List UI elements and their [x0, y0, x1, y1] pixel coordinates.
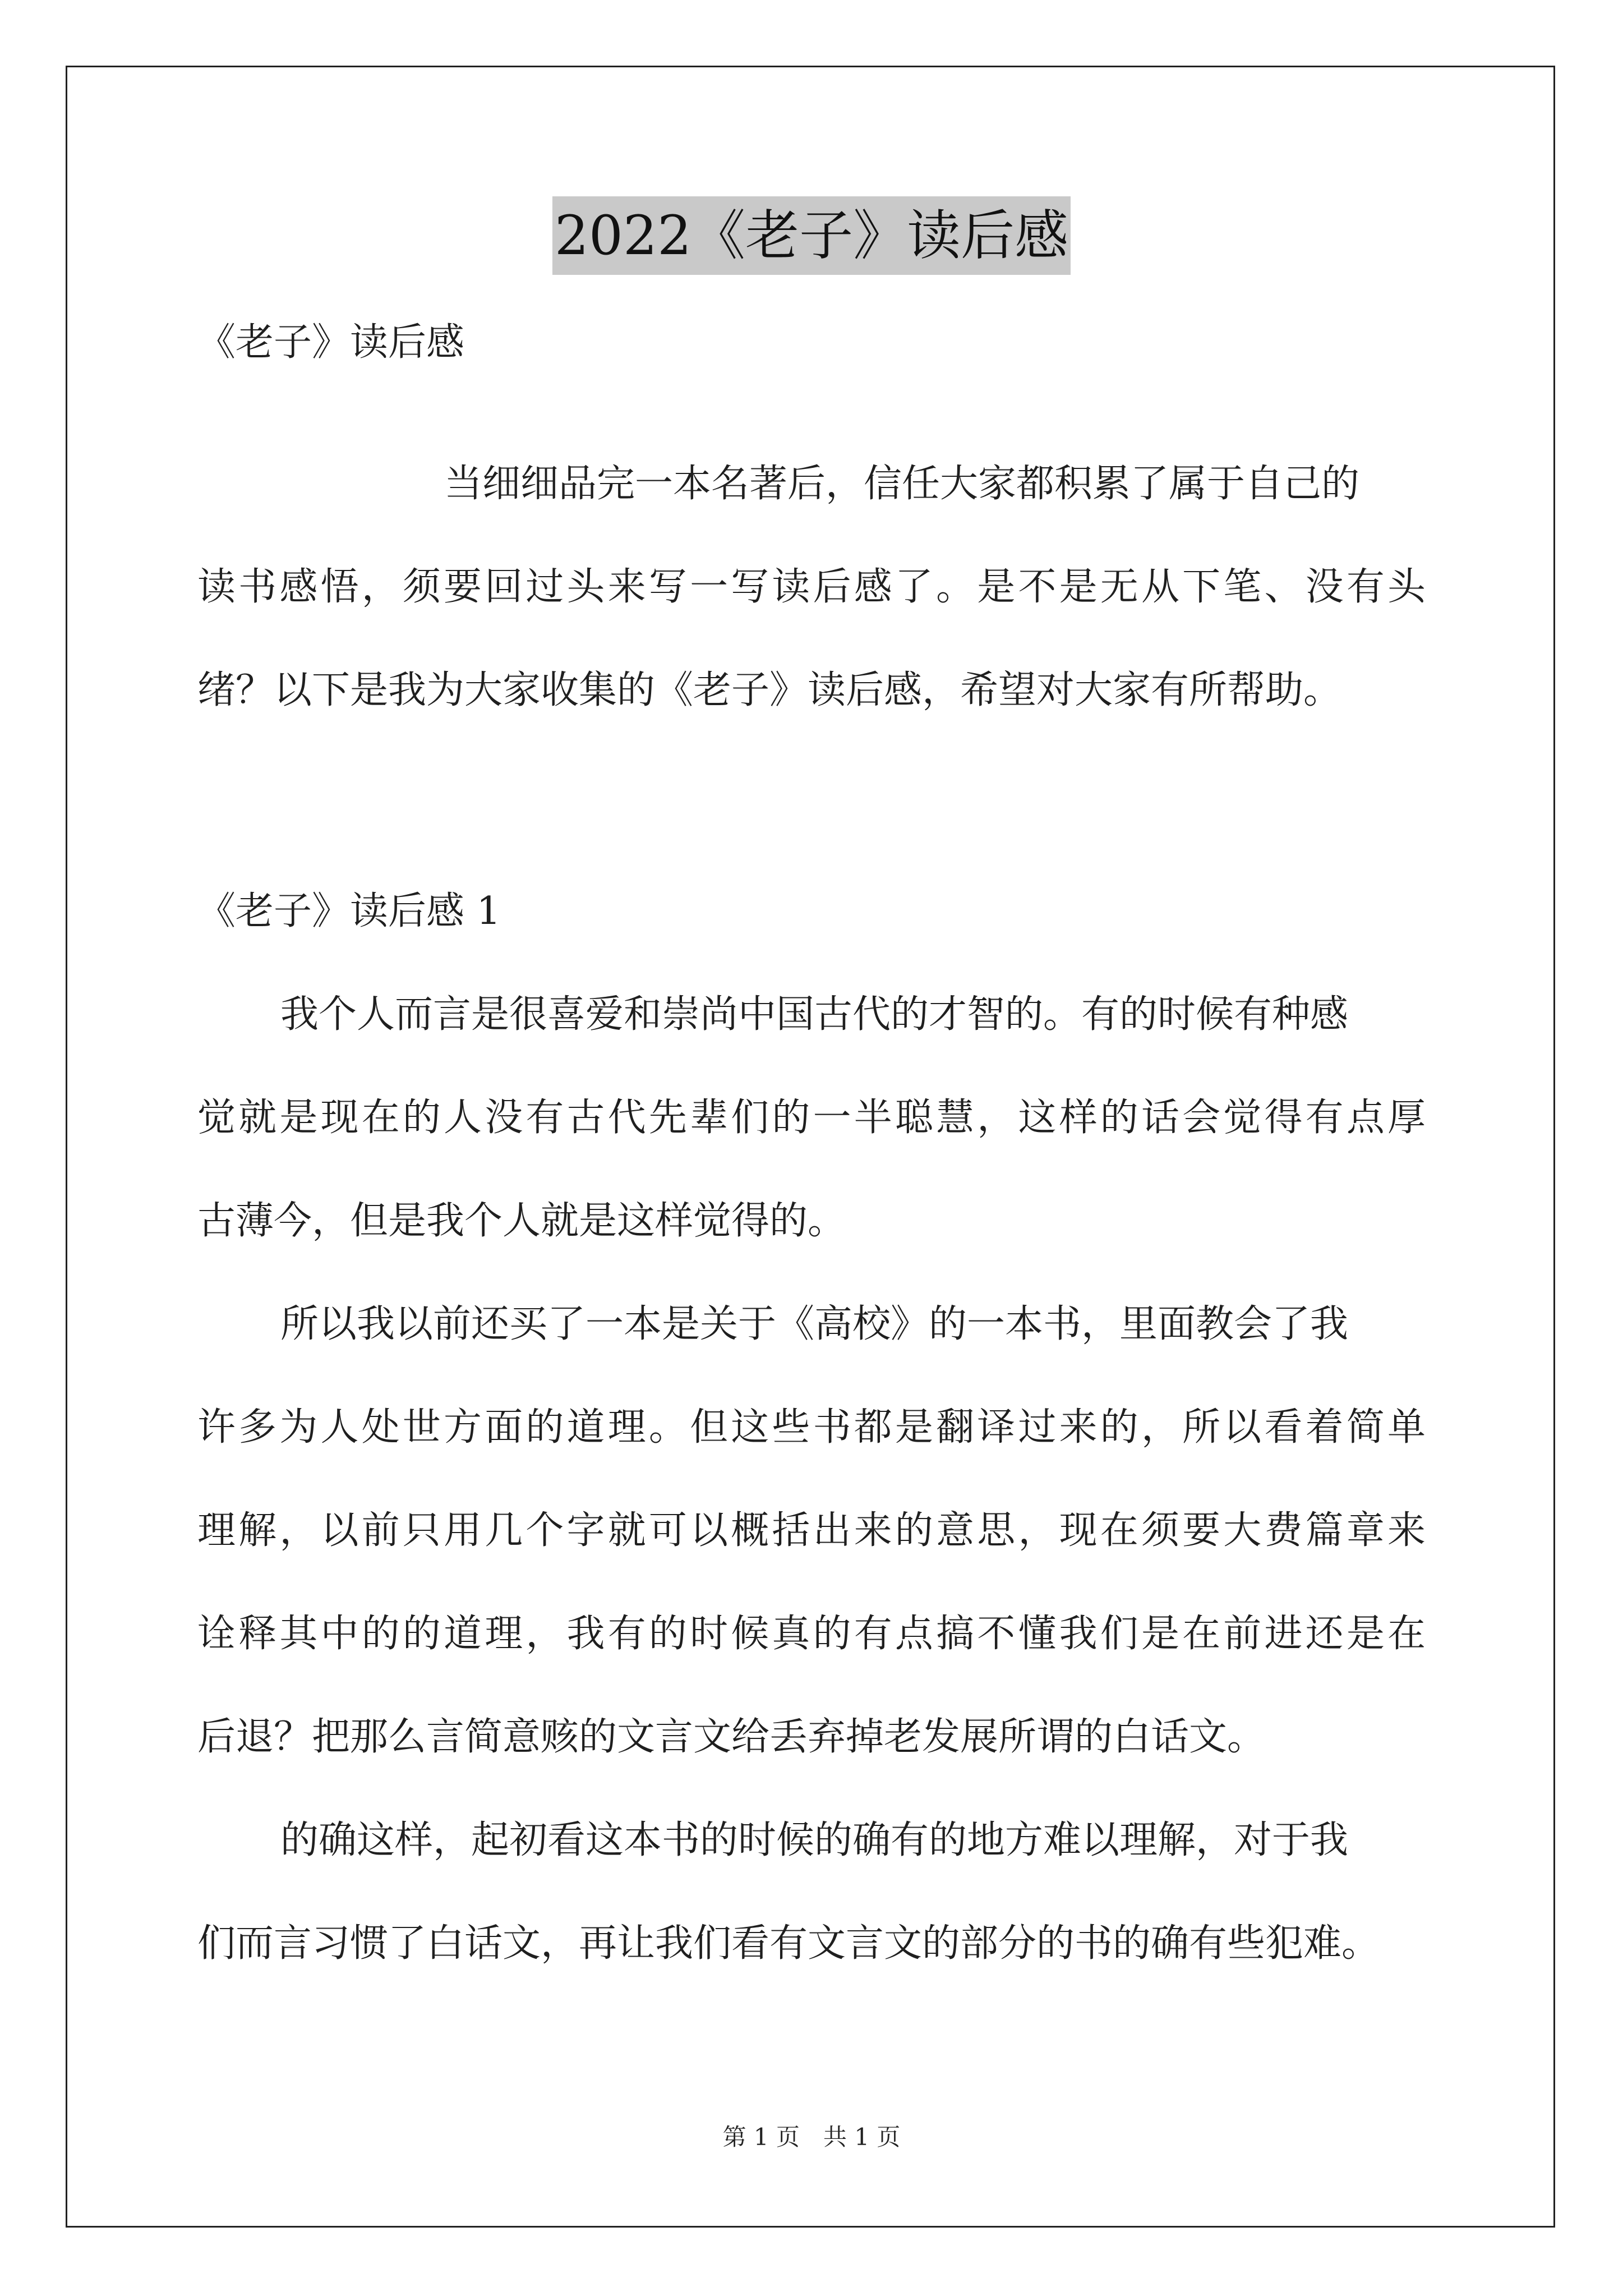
paragraph-2-line-4: 诠释其中的的道理，我有的时候真的有点搞不懂我们是在前进还是在: [197, 1612, 1426, 1656]
subtitle: 《老子》读后感: [197, 320, 465, 365]
page-number: 第 1 页 共 1 页: [722, 2123, 901, 2151]
intro-line-2: 读书感悟，须要回过头来写一写读后感了。是不是无从下笔、没有头: [197, 565, 1426, 609]
paragraph-2-line-2: 许多为人处世方面的道理。但这些书都是翻译过来的，所以看着简单: [197, 1405, 1426, 1450]
paragraph-1-line-3: 古薄今，但是我个人就是这样觉得的。: [197, 1199, 846, 1243]
title-container: [0, 196, 1623, 275]
paragraph-1-line-2: 觉就是现在的人没有古代先辈们的一半聪慧，这样的话会觉得有点厚: [197, 1096, 1426, 1140]
intro-line-1: 当细细品完一本名著后，信任大家都积累了属于自己的: [444, 462, 1360, 506]
paragraph-1-line-1: 我个人而言是很喜爱和崇尚中国古代的才智的。有的时候有种感: [280, 992, 1349, 1037]
page-border: [66, 66, 1555, 2228]
intro-line-3: 绪？以下是我为大家收集的《老子》读后感，希望对大家有所帮助。: [197, 668, 1342, 712]
paragraph-3-line-2: 们而言习惯了白话文，再让我们看有文言文的部分的书的确有些犯难。: [197, 1921, 1380, 1966]
page-footer: [0, 2120, 1623, 2154]
document-title: 2022《老子》读后感: [552, 196, 1071, 275]
paragraph-2-line-3: 理解，以前只用几个字就可以概括出来的意思，现在须要大费篇章来: [197, 1508, 1426, 1553]
paragraph-3-line-1: 的确这样，起初看这本书的时候的确有的地方难以理解，对于我: [280, 1818, 1349, 1862]
section-heading: 《老子》读后感 1: [197, 889, 501, 933]
paragraph-2-line-1: 所以我以前还买了一本是关于《高校》的一本书，里面教会了我: [280, 1302, 1349, 1346]
paragraph-2-line-5: 后退？把那么言简意赅的文言文给丢弃掉老发展所谓的白话文。: [197, 1715, 1266, 1759]
